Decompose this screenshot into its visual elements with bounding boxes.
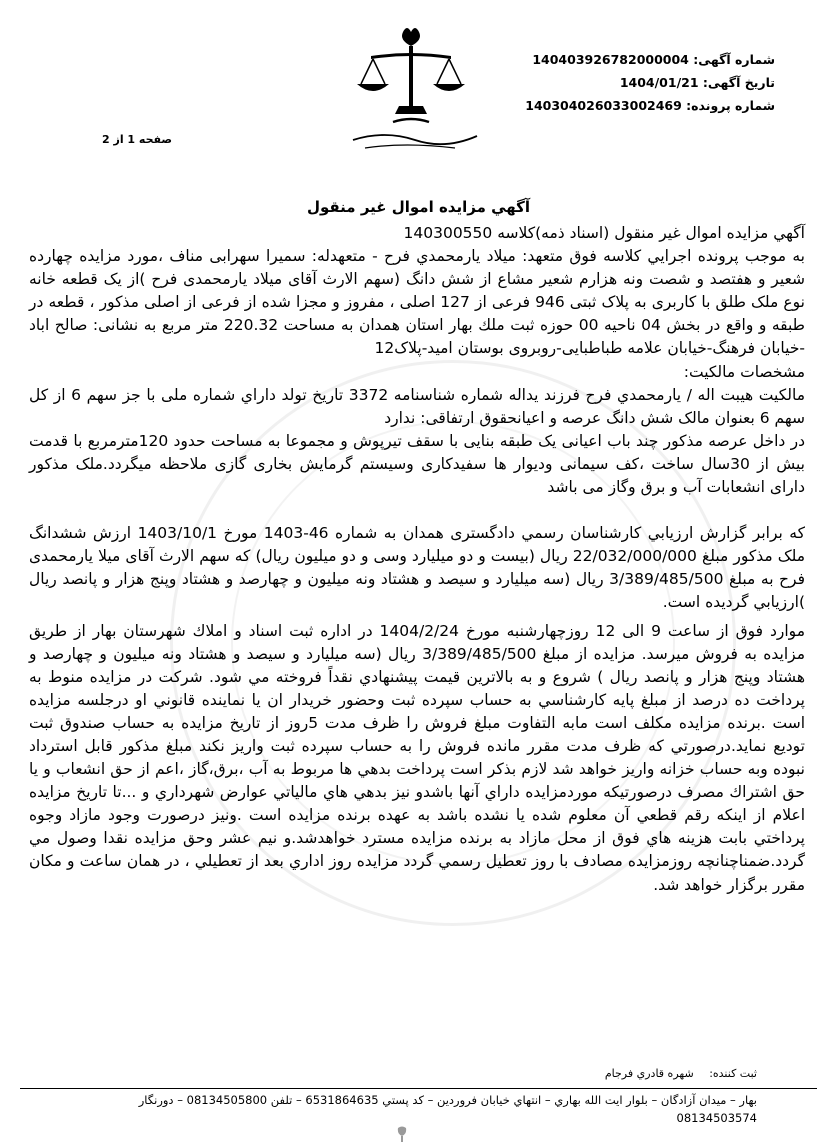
ad-number-row: [525, 48, 775, 71]
paragraph-spacer: [29, 499, 805, 522]
document-title: آگهي مزايده اموال غير منقول: [306, 198, 531, 216]
registrar: [605, 1067, 757, 1080]
auction-subject-paragraph: به موجب پرونده اجرايي كلاسه فوق متعهد: ميلاد يارمحمدي فرح - متعهدله: سميرا سهرابی مناف ،مورد مزايده چهارده شعير و هفتصد و شصت ونه هزارم شعير مشاع از شش دانگ (سهم الارث آقای میلاد یارمحمدی فرح )از یک قطعه خانه نوع ملک طلق با کاربری به پلاک ثبتی 946 فرعی از 127 اصلی ، مفروز و مجزا شده از فرعی از اصلی مذکور ، قطعه در طبقه و واقع در بخش 04 ناحيه 00 حوزه ثبت ملك بهار استان همدان به مساحت 220.32 متر مربع به نشانی: صالح اباد -خیابان فرهنگ-خیابان علامه طباطبایی-روبروی بوستان امید-پلاک12: [29, 247, 805, 358]
bottom-emblem-icon: [395, 1126, 409, 1142]
registrar-label: ثبت كننده:: [709, 1067, 757, 1080]
property-description-paragraph: در داخل عرصه مذکور چند باب اعیانی یک طبقه بنایی با سقف تیرپوش و مجموعا به مساحت حدود 120مترمربع با قدمت بیش از 30سال ساخت ،کف سیمانی ودیوار ها سفیدکاری وسیستم گرمایش بخاری گازی ملاحظه میگردد.ملک مذکور دارای انشعابات آب و برق وگاز می باشد: [29, 431, 806, 497]
ad-number: 140403926782000004: [532, 52, 689, 67]
scales-of-justice-icon: [345, 22, 485, 157]
notice-body: [29, 222, 805, 897]
fax-number: 08134503574: [676, 1111, 757, 1125]
footer-divider: [20, 1088, 817, 1089]
case-number-row: [525, 94, 775, 117]
ad-number-label: شماره آگهی:: [693, 52, 775, 67]
ownership-heading: مشخصات مالكيت:: [683, 362, 805, 381]
judiciary-logo: [345, 22, 485, 157]
office-address: [139, 1091, 757, 1127]
registrar-name: شهره قادري فرجام: [604, 1067, 694, 1080]
ad-date: 1404/01/21: [619, 75, 699, 90]
case-class-line: آگهي مزايده اموال غير منقول (اسناد ذمه)كلاسه 140300550: [403, 224, 805, 242]
auction-terms-paragraph: موارد فوق از ساعت 9 الی 12 روزچهارشنبه مورخ 1404/2/24 در اداره ثبت اسناد و املاك شهرستان بهار از طريق مزايده به فروش ميرسد. مزايده از مبلغ 3/389/485/500 ريال (سه میلیارد و سیصد و هشتاد ونه میلیون و چهارصد و هشتاد وپنج هزار و پانصد ریال ) شروع و به بالاترين قيمت پيشنهادي نقداً فروخته مي شود. شركت در مزايده منوط به پرداخت ده درصد از مبلغ پايه كارشناسي به حساب سپرده ثبت وحضور خريدار ان يا نماينده قانوني او درجلسه مزايده است .برنده مزايده مكلف است مابه التفاوت مبلغ فروش را ظرف مدت 5روز از تاريخ مزايده به حساب صندوق ثبت توديع نمايد.درصورتي كه ظرف مدت مقرر مانده فروش را به حساب سپرده ثبت واريز نكند مبلغ مذكور قابل استرداد نبوده وبه حساب خزانه واريز خواهد شد لازم بذكر است پرداخت بدهي ها مربوط به آب ،برق،گاز ،اعم از حق انشعاب و يا حق اشتراك مصرف درصورتيكه موردمزايده داراي آنها باشدو نيز بدهي هاي مالياتي عوارض شهرداري و ...تا تاريخ مزايده اعلام از اينكه رقم قطعي آن معلوم شده يا نشده باشد به عهده برنده مزايده است .ونيز درصورت وجود مازاد وجوه پرداختي بابت هزينه هاي فوق از محل مازاد به برنده مزايده مسترد خواهدشد.و نيم عشر وحق مزايده نقدا وصول مي گردد.ضمناچنانچه روزمزايده مصادف با روز تعطيل رسمي گردد مزايده روز اداري بعد از تعطيلي ، در همان ساعت و مكان مقرر برگزار خواهد شد.: [29, 621, 805, 894]
ad-date-row: [525, 71, 775, 94]
case-number-label: شماره پرونده:: [686, 98, 775, 113]
ownership-paragraph: مالكيت هيبت اله / يارمحمدي فرح فرزند يداله شماره شناسنامه 3372 تاريخ تولد داراي شماره ملی با جز سهم 6 از كل سهم 6 بعنوان مالک شش دانگ عرصه و اعیانحقوق ارتفاقی: ندارد: [29, 385, 806, 427]
valuation-paragraph: كه برابر گزارش ارزيابي كارشناسان رسمي دادگستری همدان به شماره 46-1403 مورخ 1403/10/1 ارزش ششدانگ ملک مذکور مبلغ 22/032/000/000 ريال (بیست و دو میلیارد وسی و دو میلیون ریال) که سهم الارث آقای میلا یارمحمدی فرح به مبلغ 3/389/485/500 ريال (سه میلیارد و سیصد و هشتاد ونه میلیون و چهارصد و هشتاد وپنج هزار و پانصد ریال )ارزيابي گرديده است.: [29, 524, 806, 612]
page-counter: صفحه 1 از 2: [102, 133, 173, 146]
address-line: بهار – ميدان آزادگان – بلوار ايت الله بهاري – انتهاي خيابان فروردين – كد پستي 6531864635 – تلفن 08134505800 – دورنگار: [138, 1093, 757, 1107]
ad-metadata: [525, 48, 775, 117]
case-number: 140304026033002469: [525, 98, 682, 113]
ad-date-label: تاریخ آگهی:: [702, 75, 775, 90]
